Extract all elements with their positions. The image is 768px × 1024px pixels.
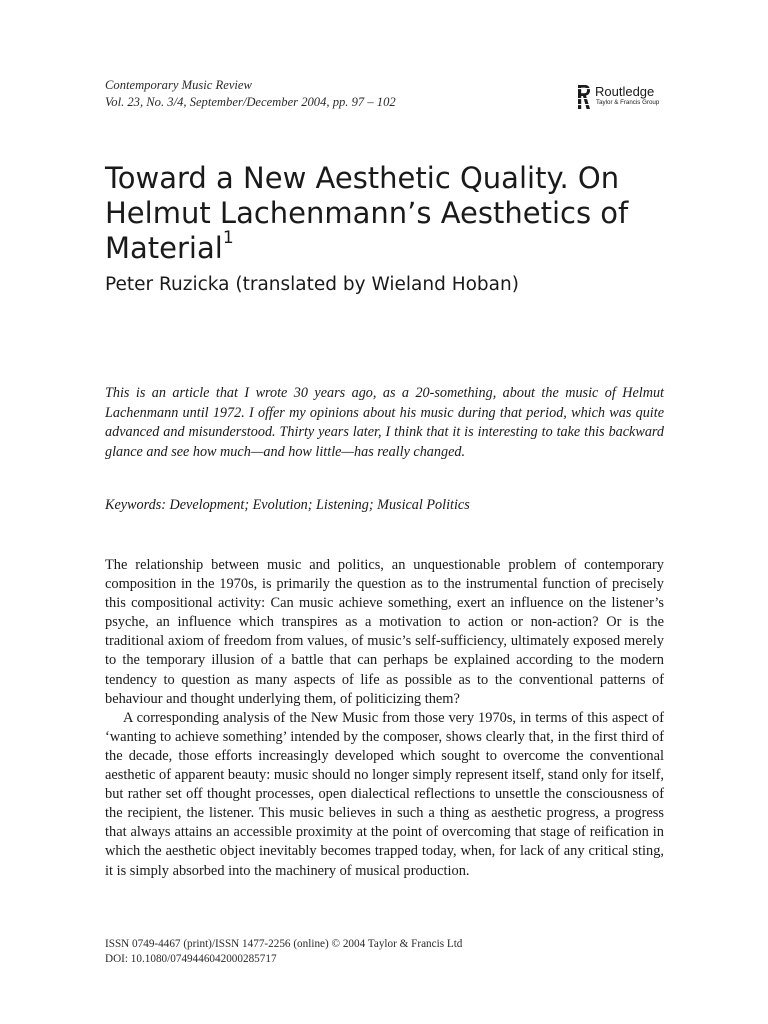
article-title — [105, 161, 705, 266]
issn-copyright: ISSN 0749-4467 (print)/ISSN 1477-2256 (online) © 2004 Taylor & Francis Ltd — [105, 938, 463, 950]
article-title-text: Toward a New Aesthetic Quality. On Helmut Lachenmann’s Aesthetics of Material — [105, 161, 629, 265]
body-paragraph: A corresponding analysis of the New Music from those very 1970s, in terms of this aspect of ‘wanting to achieve something’ intended by the composer, shows clearly that, in the first third of the decade, those efforts increasingly developed which sought to overcome the conventional aesthetic of apparent beauty: music should no longer simply represent itself, stand only for itself, but rather set off thought processes, open dialectical reflections to unsettle the consciousness of the recipient, the listener. This music believes in such a thing as aesthetic progress, a progress that always attains an accessible proximity at the point of overcoming that stage of reification in which the aesthetic object inevitably becomes trapped today, when, for lack of any critical sting, it is simply absorbed into the machinery of musical production. — [105, 709, 664, 879]
publisher-logo — [577, 84, 677, 110]
page-footer — [105, 937, 462, 967]
doi: DOI: 10.1080/0749446042000285717 — [105, 953, 277, 965]
journal-name: Contemporary Music Review — [105, 78, 252, 92]
publisher-group: Taylor & Francis Group — [596, 99, 660, 106]
abstract: This is an article that I wrote 30 years ago, as a 20-something, about the music of Helmut Lachenmann until 1972. I offer my opinions about his music during that period, which was quite advanced and misunderstood. Thirty years later, I think that it is interesting to take this backward glance and see how much—and how little—has really changed. — [105, 385, 664, 460]
body-paragraph: The relationship between music and politics, an unquestionable problem of contemporary composition in the 1970s, is primarily the question as to the instrumental function of precisely this compositional activity: Can music achieve something, exert an influence on the listener’s psyche, an influence which transpires as a motivation to action or non-action? Or is the traditional axiom of freedom from values, of music’s self-sufficiency, ultimately exposed merely to the temporary illusion of a battle that can perhaps be explained according to the modern tendency to question as many aspects of life as possible as to the conventional patterns of behaviour and thought underlying them, of politicizing them? — [105, 557, 664, 707]
journal-citation: Vol. 23, No. 3/4, September/December 2004, pp. 97 – 102 — [105, 95, 396, 109]
keywords: Keywords: Development; Evolution; Listening; Musical Politics — [105, 497, 470, 513]
article-author: Peter Ruzicka (translated by Wieland Hoban) — [105, 274, 519, 295]
article-body — [105, 556, 664, 881]
routledge-r-icon — [577, 84, 591, 110]
title-footnote-marker[interactable]: 1 — [222, 228, 234, 248]
publisher-name: Routledge — [595, 84, 655, 99]
journal-header — [105, 77, 396, 111]
